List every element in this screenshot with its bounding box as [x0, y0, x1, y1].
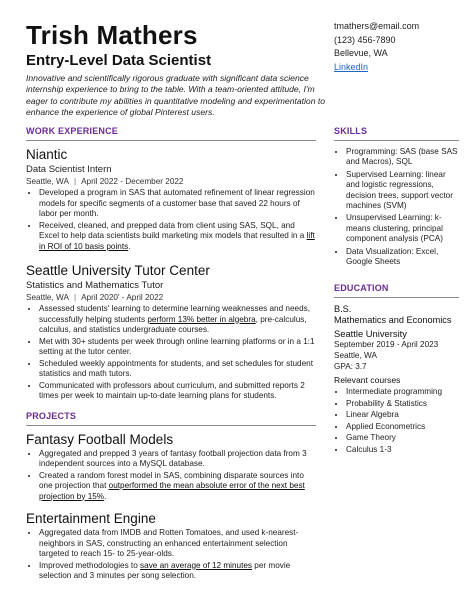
bullet-text: Scheduled weekly appointments for students, and set schedules for student statistics and math tutors. [39, 358, 313, 378]
course-item: • Applied Econometrics [346, 422, 459, 432]
skills-list [334, 147, 459, 267]
coursework-title: Relevant courses [334, 375, 401, 386]
separator: | [73, 293, 77, 302]
section-title-skills: SKILLS [334, 126, 368, 136]
bullet-item [39, 561, 316, 582]
project-name: Entertainment Engine [26, 511, 156, 526]
bullet-item [39, 359, 316, 380]
course-item: • Linear Algebra [346, 410, 459, 420]
bullet-text: Improved methodologies to [39, 560, 141, 570]
separator: | [73, 177, 77, 186]
job-entry [26, 147, 316, 252]
job-company: Seattle University Tutor Center [26, 263, 210, 278]
course-item: • Probability & Statistics [346, 399, 459, 409]
contact-email: tmathers@email.com [334, 21, 420, 31]
bullet-text-end: . [128, 241, 131, 251]
project-name: Fantasy Football Models [26, 431, 174, 447]
summary-paragraph: Innovative and scientifically rigorous graduate with significant data science internship experience to bring to the table. With a team-oriented attitude, I'm eager to contribute my abilities in quantitative modeling and experimentation to enhance the experience of global Pinterest users. [26, 73, 326, 118]
job-bullets [26, 188, 316, 252]
bullet-text: Developed a program in SAS that automated refinement of linear regression models for specific segments of a customer base that saved 22 hours of labor per month. [39, 188, 315, 218]
bullet-item [39, 188, 316, 220]
job-role: Statistics and Mathematics Tutor [26, 280, 164, 291]
bullet-highlight: outperformed the mean absolute error of the next best projection by 15% [39, 481, 305, 501]
course-item: • Game Theory [346, 433, 459, 443]
candidate-role: Entry-Level Data Scientist [26, 52, 212, 69]
section-divider [334, 297, 459, 298]
job-meta [26, 177, 316, 186]
degree-major: Mathematics and Economics [334, 315, 452, 326]
job-dates: April 2020' - April 2022 [81, 293, 164, 302]
school-name: Seattle University [334, 328, 407, 340]
section-divider [334, 140, 459, 141]
section-divider [26, 425, 316, 426]
courses-list [334, 387, 459, 454]
bullet-item [39, 337, 316, 358]
bullet-item [39, 471, 316, 503]
bullet-text: Aggregated data from IMDB and Rotten Tomatoes, and used k-nearest-neighbors in SAS, constructing an enhanced entertainment selection targeted to reach 15- to 25-year-olds. [39, 528, 299, 558]
bullet-highlight: perform 13% better in algebra [147, 314, 256, 324]
project-bullets [26, 528, 316, 582]
job-role: Data Scientist Intern [26, 164, 112, 175]
education-dates: September 2019 - April 2023 [334, 340, 439, 350]
job-location: Seattle, WA [26, 293, 69, 302]
job-company: Niantic [26, 147, 68, 162]
degree-type: B.S. [334, 304, 352, 315]
bullet-highlight: save an average of 12 minutes [140, 560, 253, 570]
project-entry [26, 511, 316, 582]
bullet-text: Met with 30+ students per week through online learning platforms or in a 1:1 setting at the tutor center. [39, 336, 315, 356]
bullet-text: Aggregated and prepped 3 years of fantasy football projection data from 3 independent sources into a MySQL database. [39, 448, 307, 468]
bullet-item [39, 221, 316, 253]
candidate-name: Trish Mathers [26, 20, 198, 50]
right-column [334, 126, 459, 456]
contact-block [334, 20, 419, 74]
left-column [26, 126, 316, 583]
skill-item: • Data Visualization: Excel, Google Sheets [346, 247, 459, 268]
bullet-text-end: . [104, 491, 107, 501]
job-dates: April 2022 - December 2022 [81, 177, 184, 186]
bullet-text: Received, cleaned, and prepped data from client using SAS, SQL, and Excel to help data scientists build marketing mix models that resulted in a [39, 220, 307, 240]
course-item: • Intermediate programming [346, 387, 459, 397]
bullet-text-end: , pre-calculus, calculus, and statistics undergraduate courses. [39, 314, 307, 334]
section-title-projects: PROJECTS [26, 410, 77, 421]
job-meta [26, 293, 316, 302]
skill-item: • Programming: SAS (base SAS and Macros), SQL [346, 147, 459, 168]
project-bullets [26, 449, 316, 503]
education-gpa: GPA: 3.7 [334, 362, 367, 372]
section-title-education: EDUCATION [334, 283, 389, 294]
bullet-highlight: lift in ROI of 10 basis points [39, 231, 315, 251]
job-entry [26, 263, 316, 402]
section-title-work: WORK EXPERIENCE [26, 126, 119, 136]
section-divider [26, 140, 316, 141]
bullet-item [39, 381, 316, 402]
bullet-text: Created a random forest model in SAS, combining disparate sources into one projection that [39, 470, 304, 490]
project-entry [26, 432, 316, 503]
job-location: Seattle, WA [26, 177, 69, 186]
linkedin-link[interactable]: LinkedIn [334, 61, 369, 72]
course-item: • Calculus 1-3 [346, 445, 459, 455]
bullet-text: Communicated with professors about curriculum, and submitted reports 2 times per week to maintain up-to-date learning plans for students. [39, 380, 305, 400]
job-bullets [26, 304, 316, 402]
bullet-item [39, 304, 316, 336]
skill-item: • Supervised Learning: linear and logistic regressions, decision trees, support vector machines (SVM) [346, 170, 459, 212]
bullet-text: Assessed students' learning to determine learning weaknesses and needs, successfully helping students [39, 304, 311, 324]
bullet-item [39, 449, 316, 470]
bullet-item [39, 528, 316, 560]
skill-item: • Unsupervised Learning: k-means clustering, principal component analysis (PCA) [346, 213, 459, 244]
education-location: Seattle, WA [334, 351, 377, 361]
bullet-text-end: per movie selection and 3 minutes per song selection. [39, 560, 291, 580]
contact-location: Bellevue, WA [334, 48, 388, 58]
contact-phone: (123) 456-7890 [334, 34, 396, 45]
